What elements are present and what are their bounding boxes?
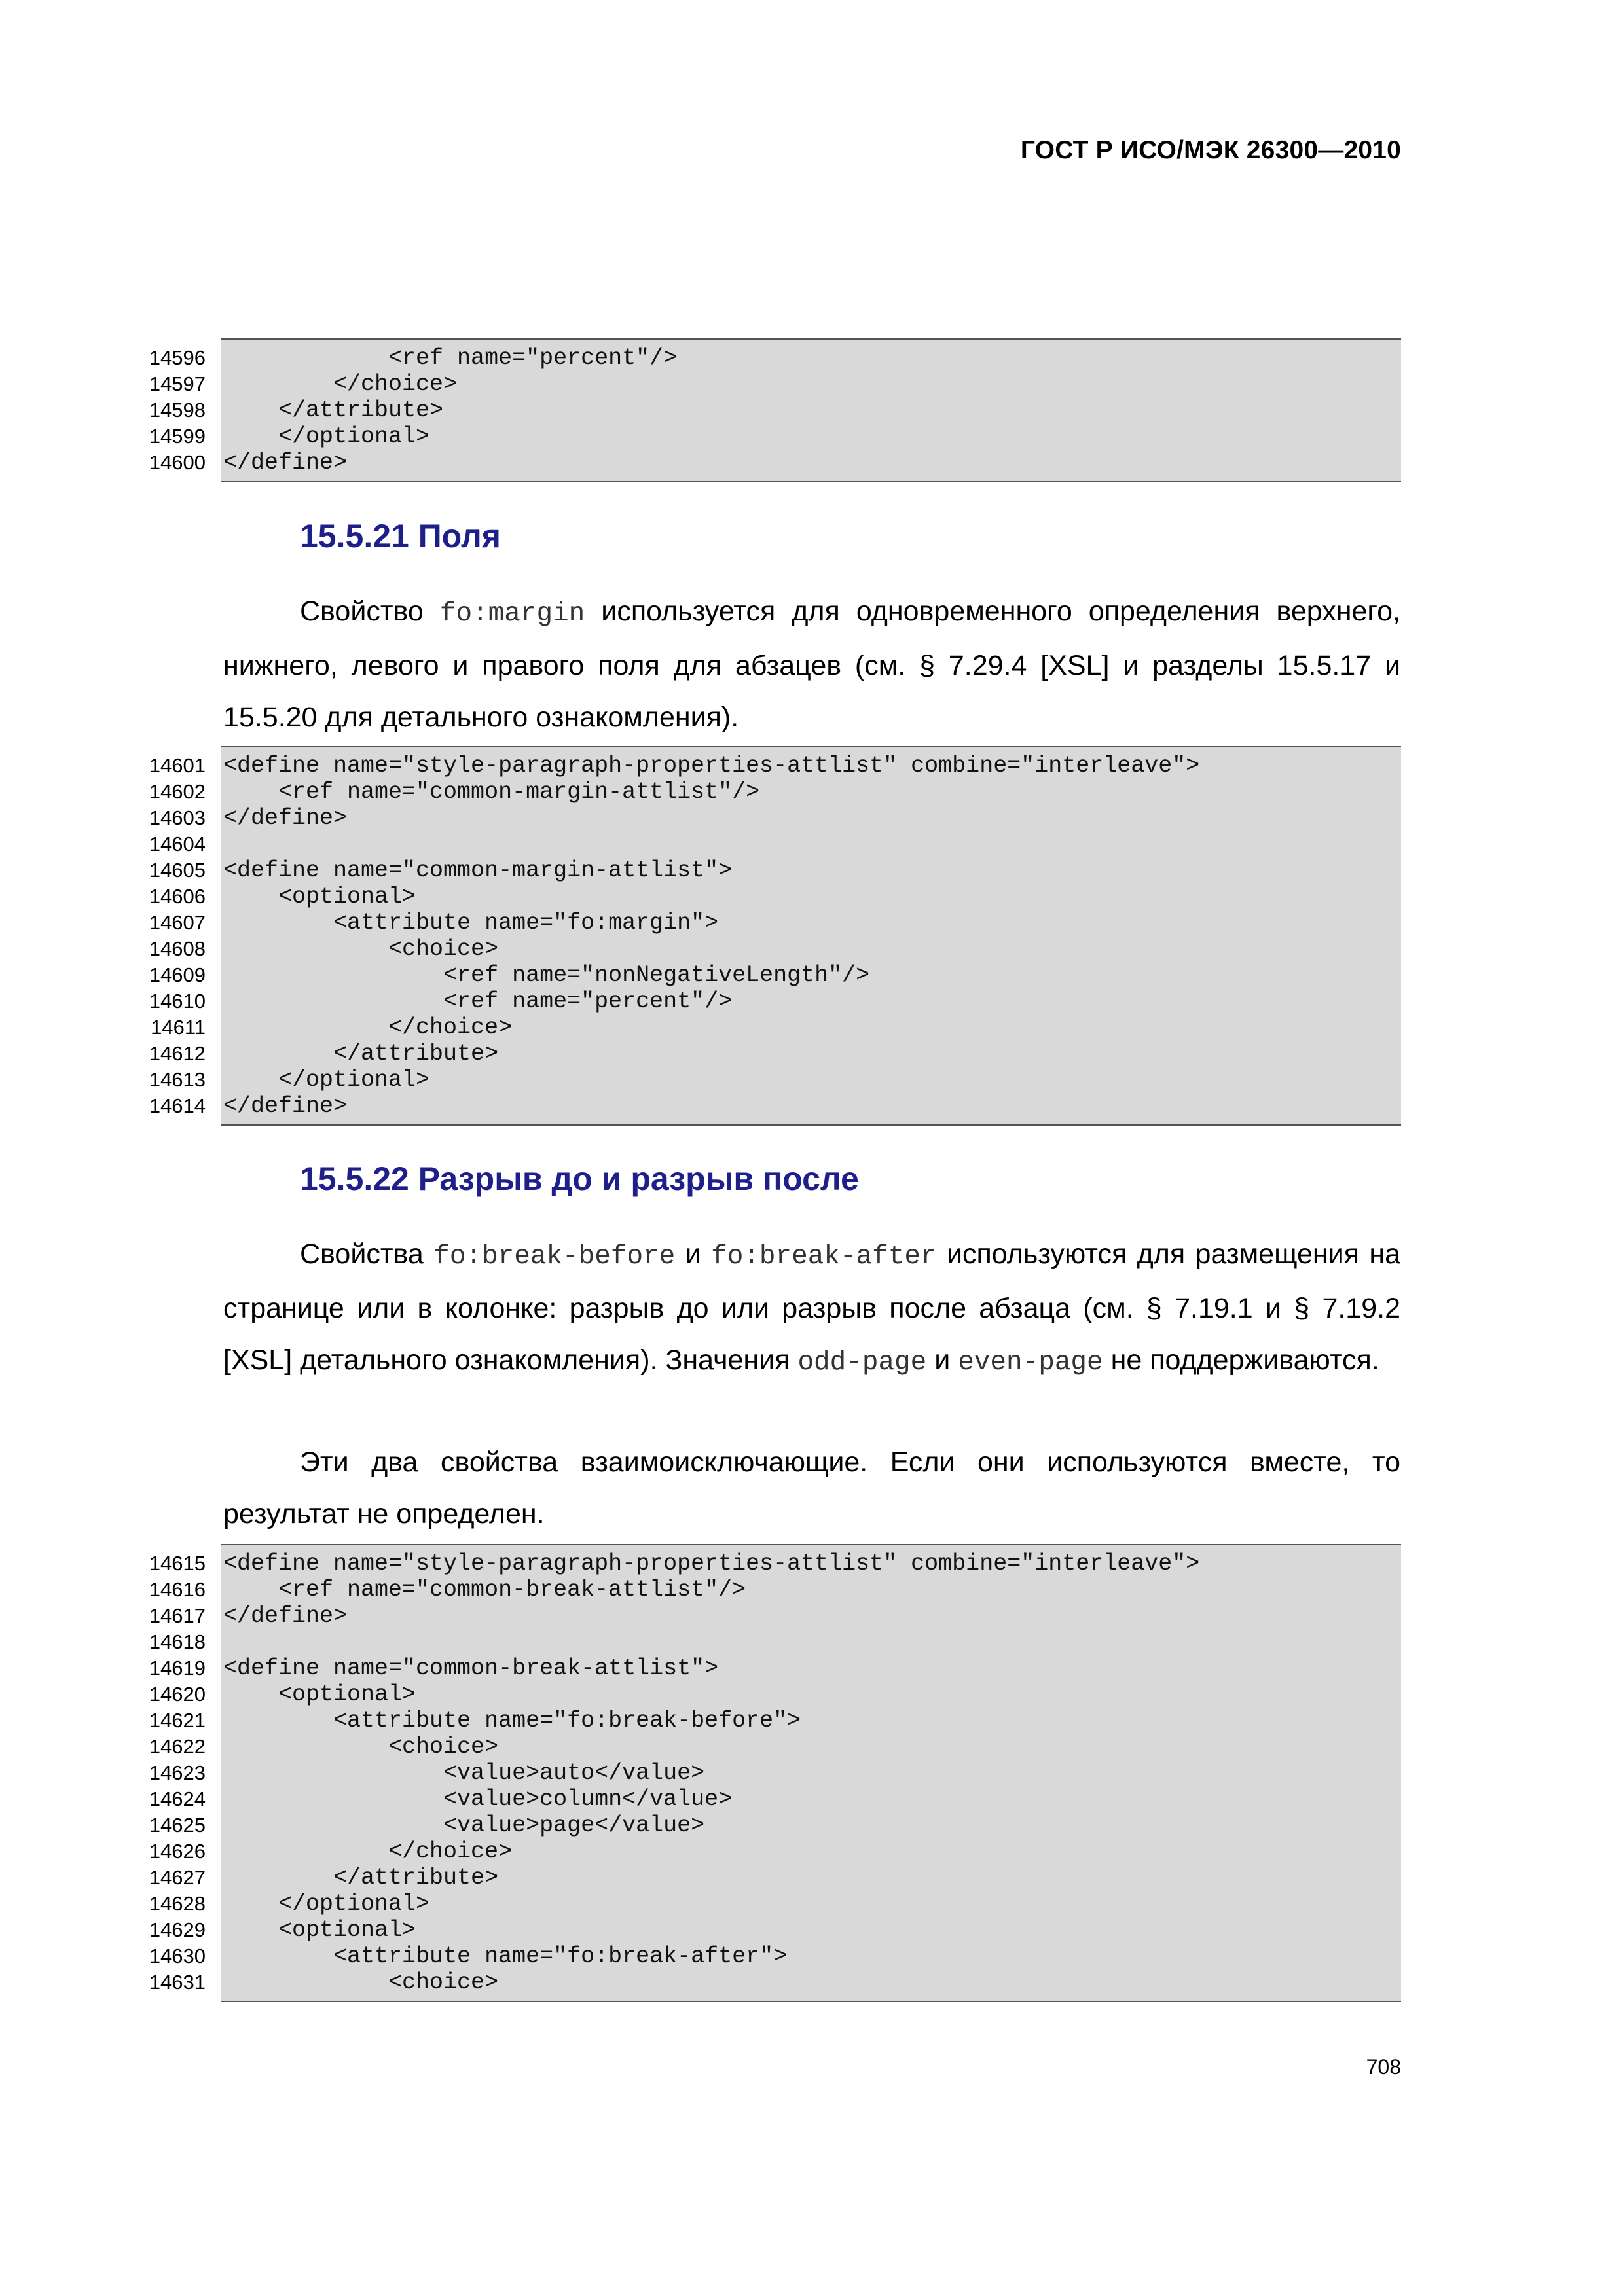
code-text: </optional>	[223, 423, 430, 450]
code-inline: odd-page	[797, 1348, 927, 1378]
line-number: 14606	[149, 885, 206, 908]
line-number: 14619	[149, 1657, 206, 1679]
text: Свойства	[300, 1238, 434, 1270]
code-line	[149, 1812, 1401, 1839]
section-heading-15-5-21: 15.5.21 Поля	[300, 518, 501, 554]
document-header: ГОСТ Р ИСО/МЭК 26300—2010	[1020, 136, 1401, 164]
code-line	[149, 884, 1401, 910]
code-text: </choice>	[223, 1014, 513, 1041]
line-number: 14622	[149, 1735, 206, 1758]
line-number: 14623	[149, 1761, 206, 1784]
code-line	[149, 1891, 1401, 1917]
code-text: <choice>	[223, 1734, 499, 1760]
code-inline: fo:break-after	[711, 1242, 937, 1272]
code-text: </define>	[223, 805, 348, 831]
code-text: </choice>	[223, 371, 458, 397]
code-line	[149, 397, 1401, 423]
text: используются для размещения на странице или в колонке: разрыв до или разрыв после абзаца (см. § 7.19.1 и § 7.19.2 [XSL] детального ознакомления). Значения	[223, 1238, 1400, 1376]
code-line	[149, 1786, 1401, 1812]
code-text: </attribute>	[223, 1865, 499, 1891]
code-line	[149, 1067, 1401, 1093]
code-line	[149, 1708, 1401, 1734]
code-text: </define>	[223, 1603, 348, 1629]
line-number: 14601	[149, 754, 206, 777]
line-number: 14599	[149, 425, 206, 448]
line-number: 14631	[149, 1971, 206, 1994]
code-listing-3	[149, 1544, 1401, 2002]
code-box	[149, 1544, 1401, 2002]
code-line	[149, 1969, 1401, 1996]
code-line	[149, 1917, 1401, 1943]
line-number: 14620	[149, 1683, 206, 1706]
line-number: 14597	[149, 372, 206, 395]
line-number: 14607	[149, 911, 206, 934]
code-line	[149, 1839, 1401, 1865]
line-number: 14612	[149, 1042, 206, 1065]
text: не поддерживаются.	[1103, 1344, 1379, 1376]
code-line	[149, 1865, 1401, 1891]
code-listing-1	[149, 338, 1401, 482]
code-text: <define name="style-paragraph-properties-attlist" combine="interleave">	[223, 1551, 1200, 1577]
line-number: 14598	[149, 399, 206, 422]
line-number: 14627	[149, 1866, 206, 1889]
line-number: 14596	[149, 346, 206, 369]
code-line	[149, 1734, 1401, 1760]
code-text: <attribute name="fo:break-after">	[223, 1943, 788, 1969]
code-line	[149, 1655, 1401, 1681]
code-line	[149, 988, 1401, 1014]
code-text: <define name="common-break-attlist">	[223, 1655, 719, 1681]
code-line	[149, 857, 1401, 884]
code-line	[149, 1551, 1401, 1577]
code-text: </choice>	[223, 1839, 513, 1865]
code-line	[149, 423, 1401, 450]
line-number: 14629	[149, 1918, 206, 1941]
code-text: <ref name="nonNegativeLength"/>	[223, 962, 870, 988]
line-number: 14611	[151, 1016, 206, 1039]
code-line	[149, 450, 1401, 476]
line-number: 14630	[149, 1945, 206, 1967]
code-text: <define name="common-margin-attlist">	[223, 857, 733, 884]
line-number: 14616	[149, 1578, 206, 1601]
line-number: 14605	[149, 859, 206, 882]
code-line	[149, 1681, 1401, 1708]
code-line	[151, 1014, 1401, 1041]
line-number: 14625	[149, 1814, 206, 1837]
code-text: <choice>	[223, 1969, 499, 1996]
code-line	[149, 910, 1401, 936]
code-text: </attribute>	[223, 397, 444, 423]
code-text: <define name="style-paragraph-properties-attlist" combine="interleave">	[223, 753, 1200, 779]
code-text: </optional>	[223, 1891, 430, 1917]
code-line	[149, 1943, 1401, 1969]
line-number: 14610	[149, 990, 206, 1013]
code-box	[149, 338, 1401, 482]
page-number: 708	[1366, 2055, 1401, 2079]
line-number: 14603	[149, 806, 206, 829]
line-number: 14600	[149, 451, 206, 474]
paragraph-exclusive	[223, 1437, 1400, 1540]
code-text: <value>page</value>	[223, 1812, 705, 1839]
code-line	[149, 779, 1401, 805]
code-listing-2	[149, 746, 1401, 1126]
text: и	[926, 1344, 958, 1376]
code-line	[149, 1603, 1401, 1629]
code-line	[149, 962, 1401, 988]
line-number: 14613	[149, 1068, 206, 1091]
code-text: <attribute name="fo:margin">	[223, 910, 719, 936]
code-line	[149, 1577, 1401, 1603]
line-number: 14609	[149, 963, 206, 986]
code-line	[149, 1760, 1401, 1786]
text: и	[675, 1238, 712, 1270]
line-number: 14626	[149, 1840, 206, 1863]
code-line	[149, 805, 1401, 831]
text: Эти два свойства взаимоисключающие. Если они используются вместе, то результат не определен.	[223, 1446, 1400, 1530]
line-number: 14604	[149, 833, 206, 855]
line-number: 14615	[149, 1552, 206, 1575]
code-line	[149, 831, 1401, 857]
code-text: <optional>	[223, 1917, 416, 1943]
code-inline: fo:break-before	[433, 1242, 676, 1272]
code-line	[149, 753, 1401, 779]
code-text: </optional>	[223, 1067, 430, 1093]
code-line	[149, 936, 1401, 962]
code-line	[149, 1041, 1401, 1067]
code-text: <value>auto</value>	[223, 1760, 705, 1786]
code-text: </define>	[223, 1093, 348, 1119]
code-line	[149, 1629, 1401, 1655]
code-text: <attribute name="fo:break-before">	[223, 1708, 801, 1734]
line-number: 14614	[149, 1094, 206, 1117]
code-text: <optional>	[223, 884, 416, 910]
code-inline: even-page	[958, 1348, 1103, 1378]
line-number: 14617	[149, 1604, 206, 1627]
section-heading-15-5-22: 15.5.22 Разрыв до и разрыв после	[300, 1160, 859, 1197]
code-text: <choice>	[223, 936, 499, 962]
line-number: 14624	[149, 1787, 206, 1810]
code-box	[149, 746, 1401, 1126]
code-line	[149, 371, 1401, 397]
paragraph-break	[223, 1229, 1400, 1389]
line-number: 14621	[149, 1709, 206, 1732]
line-number: 14628	[149, 1892, 206, 1915]
paragraph-margin	[223, 586, 1400, 744]
code-text: </attribute>	[223, 1041, 499, 1067]
code-text: <ref name="percent"/>	[223, 988, 733, 1014]
text: Свойство	[300, 596, 440, 627]
code-text: </define>	[223, 450, 348, 476]
line-number: 14602	[149, 780, 206, 803]
code-line	[149, 1093, 1401, 1119]
code-inline: fo:margin	[439, 599, 585, 629]
text: используется для одновременного определения верхнего, нижнего, левого и правого поля для абзацев (см. § 7.29.4 [XSL] и разделы 15.5.17 и 15.5.20 для детального ознакомления).	[223, 596, 1400, 733]
code-text: <ref name="common-margin-attlist"/>	[223, 779, 760, 805]
code-text: <ref name="common-break-attlist"/>	[223, 1577, 746, 1603]
line-number: 14618	[149, 1630, 206, 1653]
code-text: <optional>	[223, 1681, 416, 1708]
code-text: <ref name="percent"/>	[223, 345, 678, 371]
line-number: 14608	[149, 937, 206, 960]
code-line	[149, 345, 1401, 371]
code-text: <value>column</value>	[223, 1786, 733, 1812]
